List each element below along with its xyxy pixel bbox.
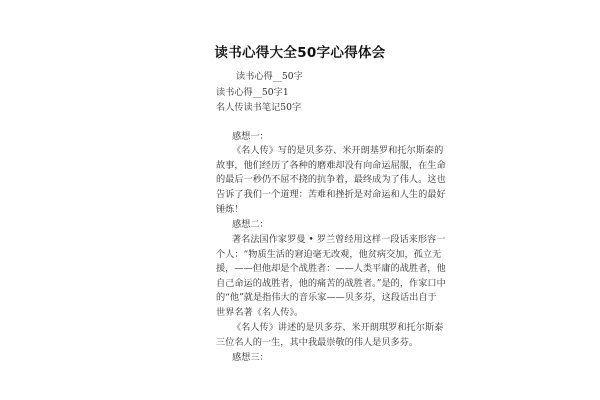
paragraph-line: 《名人传》写的是贝多芬、米开朗基罗和托尔斯泰的 <box>232 145 444 156</box>
paragraph-line: 的“他”就是指伟大的音乐家——贝多芬，这段话出自于 <box>216 292 437 303</box>
paragraph-line: 故事，他们经历了各种的磨难却没有向命运屈服，在生命 <box>216 160 446 171</box>
paragraph-line: 自己命运的战胜者，他的痛苦的战胜者。”是的，作家口中 <box>216 278 446 289</box>
toc-item: 读书心得__50字 <box>236 71 303 82</box>
section-heading: 感想三： <box>232 352 269 363</box>
paragraph-line: 著名法国作家罗曼 • 罗兰曾经用这样一段话来形容一 <box>232 234 446 245</box>
paragraph-line: 的最后一秒仍不屈不挠的抗争着，最终成为了伟人。这也 <box>216 174 446 185</box>
paragraph-line: 锤炼！ <box>216 204 244 215</box>
paragraph-line: 援，——但他却是个战胜者：——人类平庸的战胜者，他 <box>216 263 446 274</box>
paragraph-line: 个人：“物质生活的窘迫毫无改观，他贫病交加，孤立无 <box>216 249 442 260</box>
paragraph-line: 世界名著《名人传》。 <box>216 307 304 318</box>
document-title: 读书心得大全50字心得体会 <box>214 45 386 61</box>
paragraph-line: 三位名人的一生，其中我最崇敬的伟人是贝多芬。 <box>216 337 419 348</box>
section-heading: 感想二： <box>232 219 269 230</box>
paragraph-line: 告诉了我们一个道理：苦难和挫折是对命运和人生的最好 <box>216 189 446 200</box>
toc-item: 读书心得__50字1 <box>216 87 289 98</box>
paragraph-line: 《名人传》讲述的是贝多芬、米开朗琪罗和托尔斯泰 <box>232 322 444 333</box>
toc-item: 名人传读书笔记50字 <box>216 102 302 113</box>
section-heading: 感想一： <box>232 131 269 142</box>
